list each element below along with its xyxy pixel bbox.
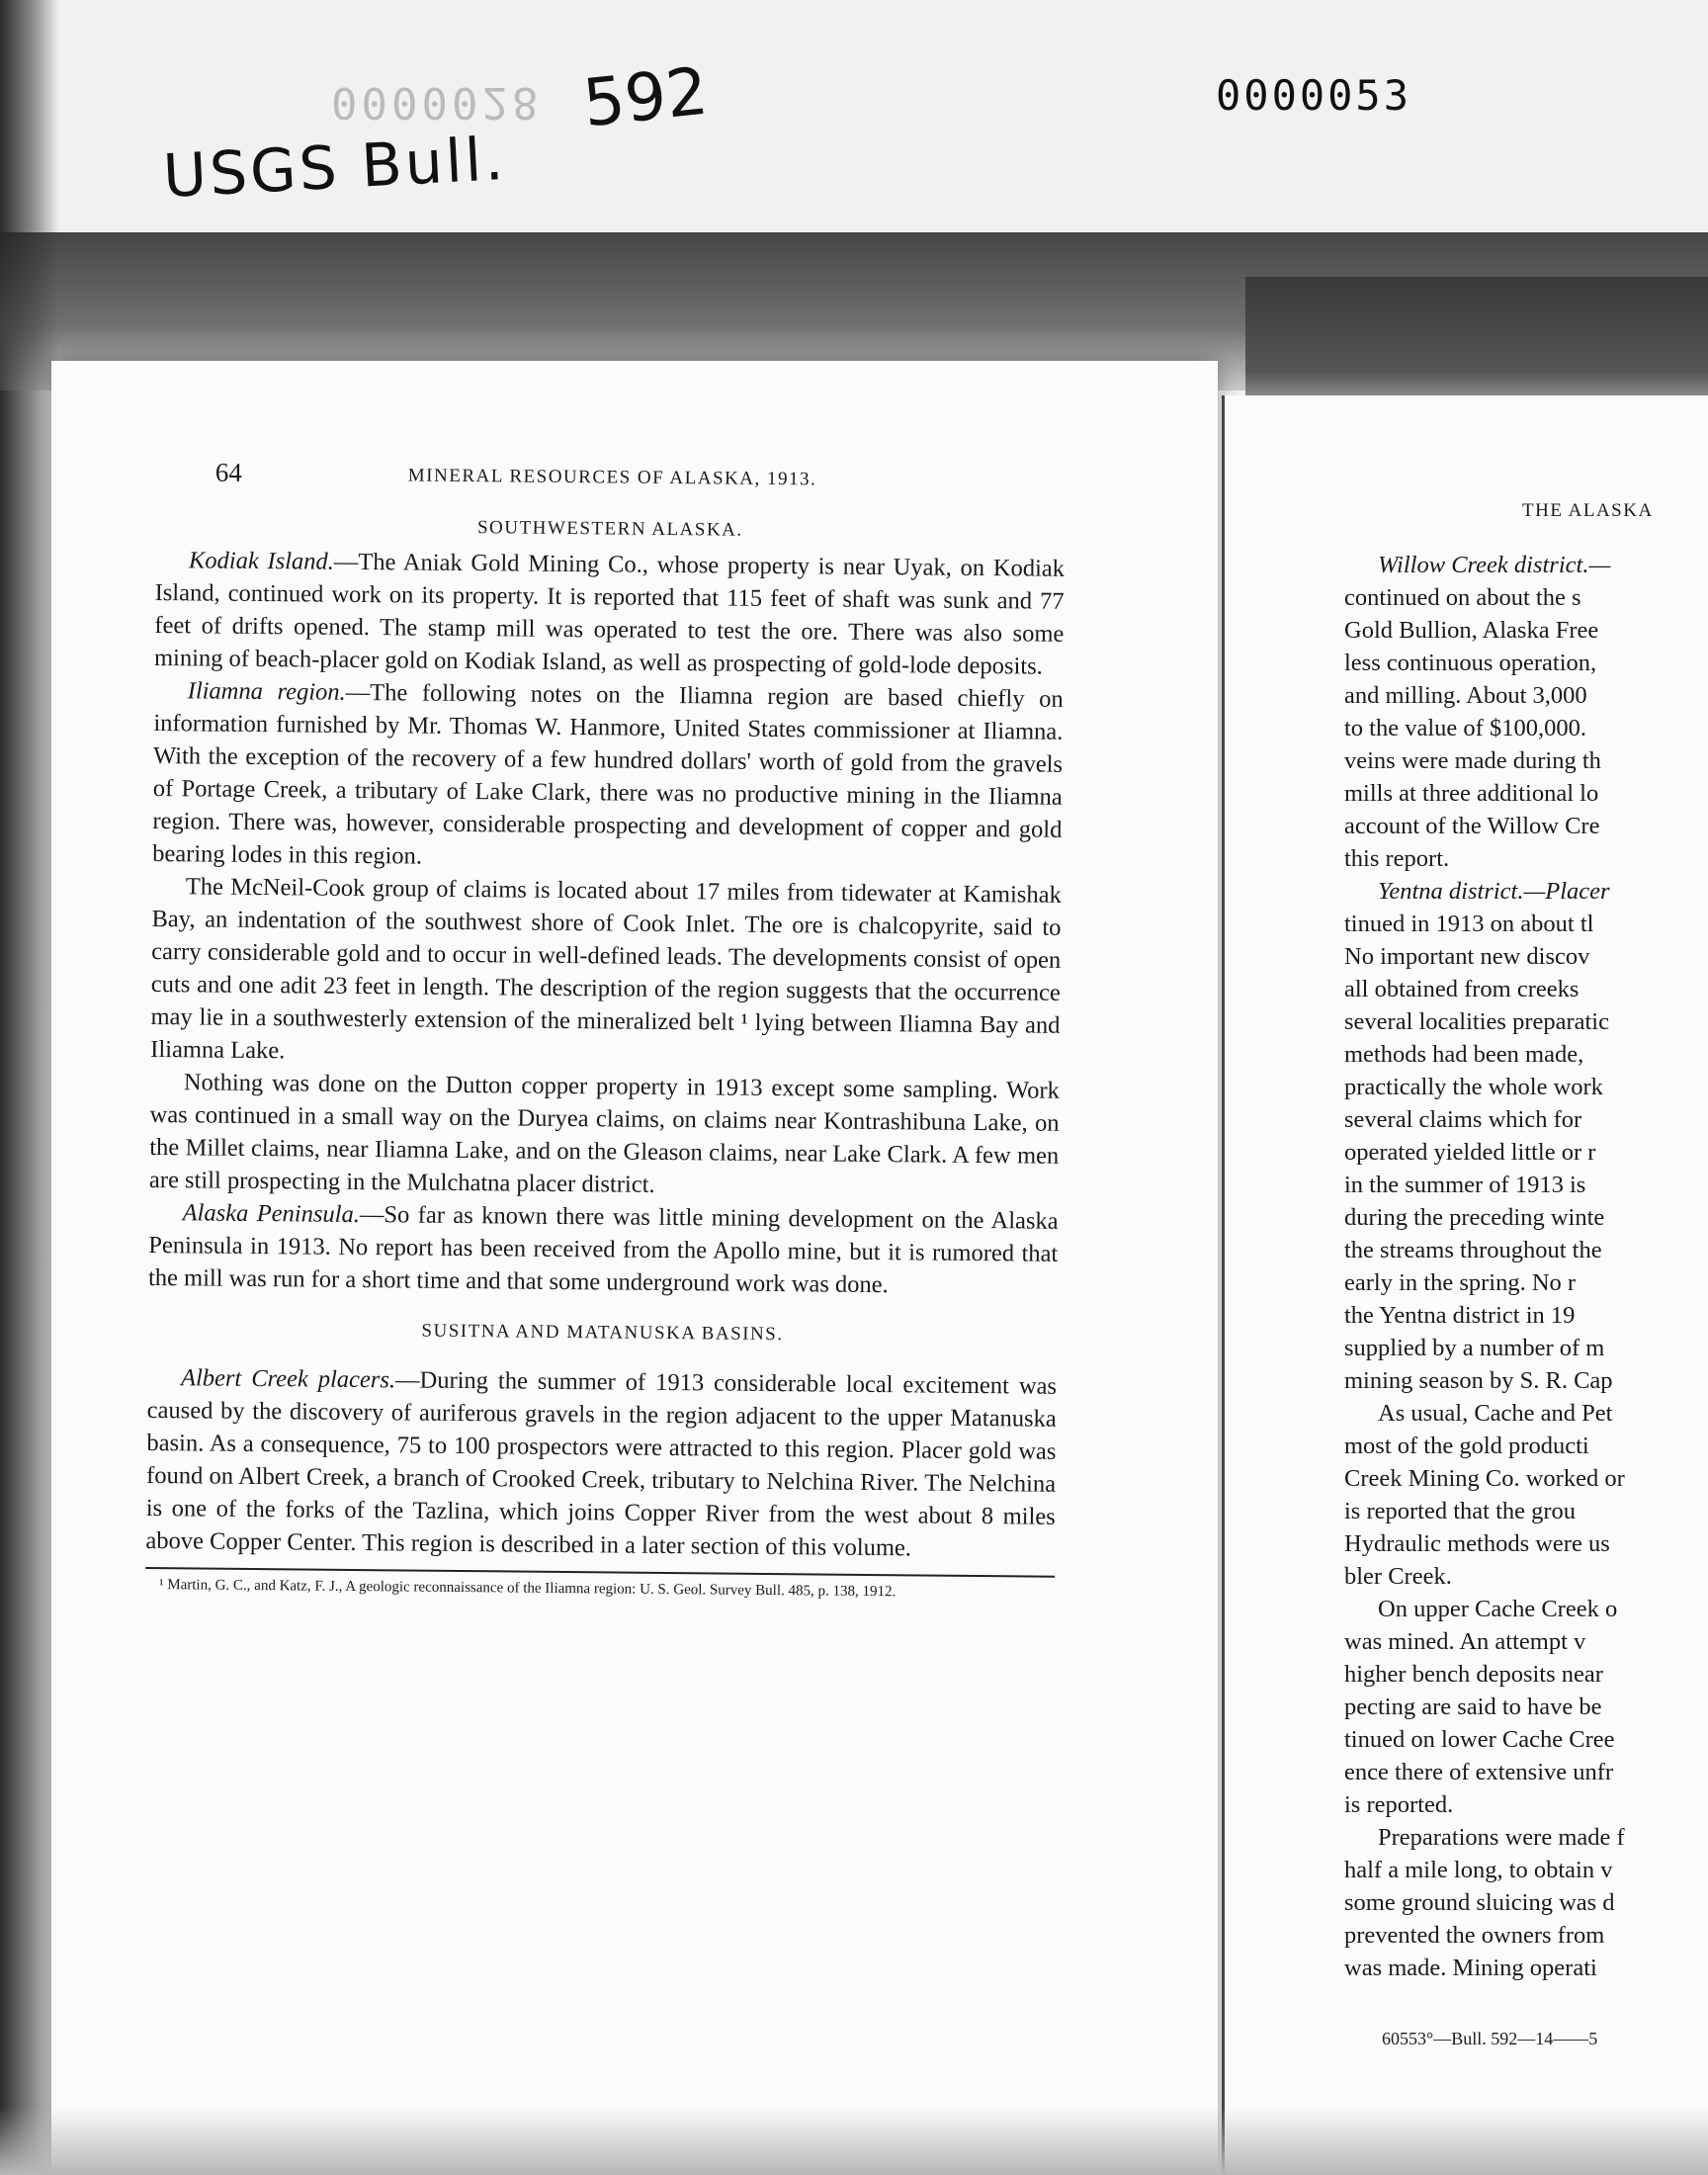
right-page-line: is reported.	[1344, 1791, 1454, 1818]
right-page-line: Gold Bullion, Alaska Free	[1344, 617, 1599, 644]
right-page-text	[1344, 549, 1708, 1984]
right-page-line: less continuous operation,	[1344, 650, 1597, 676]
paragraph	[148, 1196, 1059, 1303]
right-page-line: veins were made during th	[1344, 747, 1601, 774]
stamp-number: 0000053	[1216, 71, 1412, 120]
right-page-line: pecting are said to have be	[1344, 1694, 1602, 1720]
right-page-line: the streams throughout the	[1344, 1237, 1602, 1263]
handwritten-note: USGS Bull.	[161, 124, 508, 213]
paragraph-text: The McNeil-Cook group of claims is located about 17 miles from tidewater at Kamishak Bay, an indentation of the southwest shore of Cook Inlet. The ore is chalcopyrite, said to carry considerable gold and to occur in well-defined leads. The developments consist of open cuts and one adit 23 feet in length. The description of the region suggests that the occurrence may lie in a southwesterly extension of the mineralized belt ¹ lying between Iliamna Bay and Iliamna Lake.	[150, 873, 1062, 1065]
paragraph-lead: Albert Creek placers.	[180, 1364, 396, 1394]
right-page-line: practically the whole work	[1344, 1074, 1603, 1100]
right-page-line: early in the spring. No r	[1344, 1269, 1577, 1296]
right-page-line: methods had been made,	[1344, 1041, 1584, 1068]
right-page-line: ence there of extensive unfr	[1344, 1759, 1614, 1785]
section-body-southwestern	[148, 544, 1065, 1303]
right-page-line: Willow Creek district.—	[1378, 552, 1611, 578]
paragraph-text: Nothing was done on the Dutton copper property in 1913 except some sampling. Work was continued in a small way on the Duryea claims, on claims near Kontrashibuna Lake, on the Millet claims, near Iliamna Lake, and on the Gleason claims, near Lake Clark. A few men are still prospecting in the Mulchatna placer district.	[148, 1069, 1061, 1198]
right-page-line: is reported that the grou	[1344, 1498, 1577, 1524]
right-page-line: continued on about the s	[1344, 584, 1581, 611]
right-page-line: several localities preparatic	[1344, 1008, 1609, 1035]
right-running-head: THE ALASKA	[1522, 500, 1654, 521]
right-page-line: As usual, Cache and Pet	[1378, 1400, 1613, 1427]
paragraph-lead: Alaska Peninsula.	[182, 1199, 361, 1229]
paragraph	[152, 674, 1064, 879]
footnote: ¹ Martin, G. C., and Katz, F. J., A geologic reconnaissance of the Iliamna region: U. S. Geol. Survey Bull. 485, p. 138, 1912.	[158, 1577, 897, 1601]
right-page-line: operated yielded little or r	[1344, 1139, 1596, 1166]
paragraph	[150, 870, 1062, 1075]
page-header	[156, 457, 1066, 509]
paragraph	[149, 1066, 1060, 1205]
paragraph-text: —The Aniak Gold Mining Co., whose property is near Uyak, on Kodiak Island, continued work on its property. It is reported that 115 feet of shaft was sunk and 77 feet of drifts opened. The stamp mill was operated to test the ore. There was also some mining of beach-placer gold on Kodiak Island, as well as prospecting of gold-lode deposits.	[153, 548, 1066, 680]
right-page-line: Preparations were made f	[1378, 1824, 1625, 1851]
scan-shadow-right	[1245, 277, 1708, 395]
paragraph-text: —The following notes on the Iliamna region are based chiefly on information furnished by Mr. Thomas W. Hanmore, United States commissioner at Iliamna. With the exception of the recovery of a few hundred dollars' worth of gold from the gravels of Portage Creek, a tributary of Lake Clark, there was no productive mining in the Iliamna region. There was, however, considerable prospecting and development of copper and gold bearing lodes in this region.	[152, 678, 1064, 870]
right-page-line: and milling. About 3,000	[1344, 682, 1587, 709]
right-page-line: most of the gold producti	[1344, 1433, 1589, 1459]
right-page-line: mining season by S. R. Cap	[1344, 1367, 1613, 1394]
right-page-line: during the preceding winte	[1344, 1204, 1605, 1231]
section-heading-southwestern: SOUTHWESTERN ALASKA.	[476, 517, 743, 541]
paragraph-text: —So far as known there was little mining development on the Alaska Peninsula in 1913. No report has been received from the Apollo mine, but it is rumored that the mill was run for a short time and that some underground work was done.	[147, 1201, 1059, 1299]
right-page-line: in the summer of 1913 is	[1344, 1172, 1586, 1198]
paragraph-lead: Iliamna region.	[187, 677, 346, 706]
right-page-line: supplied by a number of m	[1344, 1335, 1605, 1361]
right-page-line: account of the Willow Cre	[1344, 813, 1600, 839]
section-body-susitna	[145, 1361, 1057, 1566]
right-page-line: the Yentna district in 19	[1344, 1302, 1576, 1329]
right-page-line: Hydraulic methods were us	[1344, 1530, 1610, 1557]
right-page-line: all obtained from creeks	[1344, 976, 1580, 1002]
right-page-line: Yentna district.—Placer	[1378, 878, 1610, 905]
right-page-line: some ground sluicing was d	[1344, 1889, 1615, 1916]
running-head: MINERAL RESOURCES OF ALASKA, 1913.	[407, 465, 817, 490]
right-page-line: to the value of $100,000.	[1344, 715, 1586, 741]
handwritten-number: 592	[579, 52, 712, 142]
page-number: 64	[214, 457, 242, 487]
right-page-line: higher bench deposits near	[1344, 1661, 1603, 1688]
right-page-line: prevented the owners from	[1344, 1922, 1605, 1949]
right-page-line: tinued on lower Cache Cree	[1344, 1726, 1615, 1753]
right-page-line: was mined. An attempt v	[1344, 1628, 1586, 1655]
paragraph-lead: Kodiak Island.	[188, 547, 335, 575]
paragraph-text: —During the summer of 1913 considerable local excitement was caused by the discovery of auriferous gravels in the region adjacent to the upper Matanuska basin. As a consequence, 75 to 100 prospectors were attracted to this region. Placer gold was found on Albert Creek, a branch of Crooked Creek, tributary to Nelchina River. The Nelchina is one of the forks of the Tazlina, which joins Copper River from the west about 8 miles above Copper Center. This region is described in a later section of this volume.	[145, 1366, 1058, 1562]
right-page-line: was made. Mining operati	[1344, 1955, 1597, 1981]
paragraph	[154, 544, 1065, 683]
paragraph	[145, 1361, 1057, 1566]
section-heading-susitna: SUSITNA AND MATANUSKA BASINS.	[421, 1320, 784, 1346]
right-page-line: No important new discov	[1344, 943, 1590, 970]
right-page-line: bler Creek.	[1344, 1563, 1452, 1590]
right-page-line: half a mile long, to obtain v	[1344, 1857, 1613, 1883]
right-page-line: Creek Mining Co. worked or	[1344, 1465, 1625, 1492]
right-page-line: tinued in 1913 on about tl	[1344, 911, 1594, 937]
scan-shadow-bottom	[0, 2106, 1708, 2175]
right-page-line: mills at three additional lo	[1344, 780, 1599, 807]
right-page-footer: 60553°—Bull. 592—14——5	[1382, 2029, 1598, 2048]
ghost-stamp-number: 0000028	[331, 77, 543, 128]
right-page-line: this report.	[1344, 845, 1450, 872]
right-page-line: On upper Cache Creek o	[1378, 1596, 1618, 1622]
right-page-line: several claims which for	[1344, 1106, 1582, 1133]
left-page-content	[145, 457, 1066, 1604]
